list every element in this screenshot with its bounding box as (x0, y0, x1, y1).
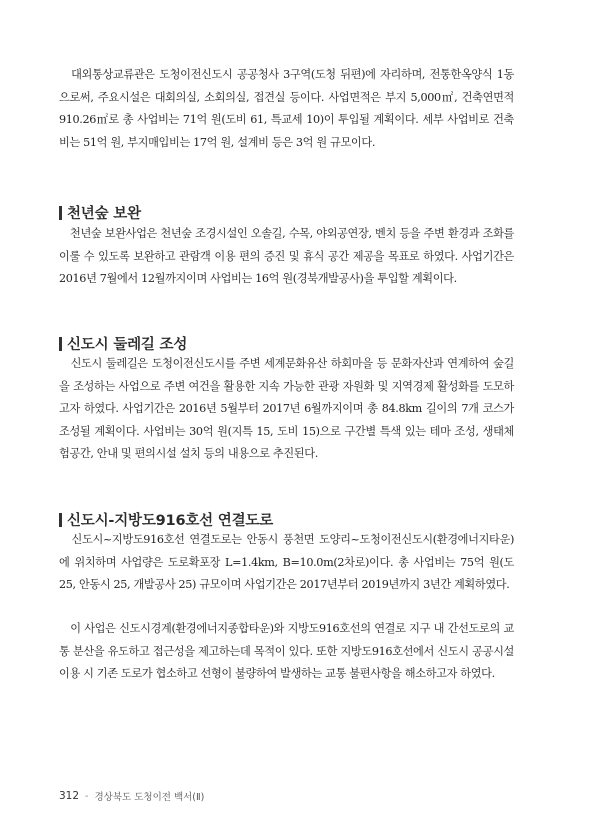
trail-paragraph: 신도시 둘레길은 도청이전신도시를 주변 세계문화유산 하회마을 등 문화자산과 연계하여 숲길을 조성하는 사업으로 주변 여건을 활용한 지속 가능한 관광 자원화 및 지역경제 활성화를 도모하고자 하였다. 사업기간은 2016년 5월부터 2017년 6월까지이며 총 84.8km 길이의 7개 코스가 조성될 계획이다. 사업비는 30억 원(지특 15, 도비 15)으로 구간별 특색 있는 테마 조성, 생태체험공간, 안내 및 편의시설 설치 등의 내용으로 추진된다. (59, 357, 514, 461)
book-title: 경상북도 도청이전 백서(Ⅱ) (94, 792, 205, 803)
section-heading-text: 신도시-지방도916호선 연결도로 (67, 513, 274, 529)
page-footer (59, 789, 204, 803)
footer-separator: - (85, 790, 89, 802)
section-heading-road (59, 509, 273, 530)
page-number: 312 (59, 790, 80, 802)
forest-paragraph: 천년숲 보완사업은 천년숲 조경시설인 오솔길, 수목, 야외공연장, 벤치 등을 주변 환경과 조화를 이룰 수 있도록 보완하고 관람객 이용 편의 증진 및 휴식 공간 제공을 목표로 하였다. 사업기간은 2016년 7월에서 12월까지이며 사업비는 16억 원(경북개발공사)을 투입할 계획이다. (59, 227, 514, 286)
road-paragraph-1: 신도시~지방도916호선 연결도로는 안동시 풍천면 도양리~도청이전신도시(환경에너지타운)에 위치하며 사업량은 도로확포장 L=1.4km, B=10.0m(2차로)이다. 총 사업비는 75억 원(도 25, 안동시 25, 개발공사 25) 규모이며 사업기간은 2017년부터 2019년까지 3년간 계획하였다. (59, 533, 514, 592)
section-heading-text: 신도시 둘레길 조성 (67, 337, 188, 353)
heading-bar-icon (59, 337, 62, 351)
section-heading-forest (59, 202, 141, 223)
heading-bar-icon (59, 513, 62, 527)
section-heading-text: 천년숲 보완 (67, 206, 141, 222)
heading-bar-icon (59, 206, 62, 220)
road-paragraph-2: 이 사업은 신도시경계(환경에너지종합타운)와 지방도916호선의 연결로 지구 내 간선도로의 교통 분산을 유도하고 접근성을 제고하는데 목적이 있다. 또한 지방도916호선에서 신도시 공공시설 이용 시 기존 도로가 협소하고 선형이 불량하여 발생하는 교통 불편사항을 해소하고자 하였다. (59, 622, 514, 681)
intro-paragraph: 대외통상교류관은 도청이전신도시 공공청사 3구역(도청 뒤편)에 자리하며, 전통한옥양식 1동으로써, 주요시설은 대회의실, 소회의실, 접견실 등이다. 사업면적은 부지 5,000㎡, 건축연면적 910.26㎡로 총 사업비는 71억 원(도비 61, 특교세 10)이 투입될 계획이다. 세부 사업비로 건축비는 51억 원, 부지매입비는 17억 원, 설계비 등은 3억 원 규모이다. (59, 68, 514, 149)
section-heading-trail (59, 333, 187, 354)
